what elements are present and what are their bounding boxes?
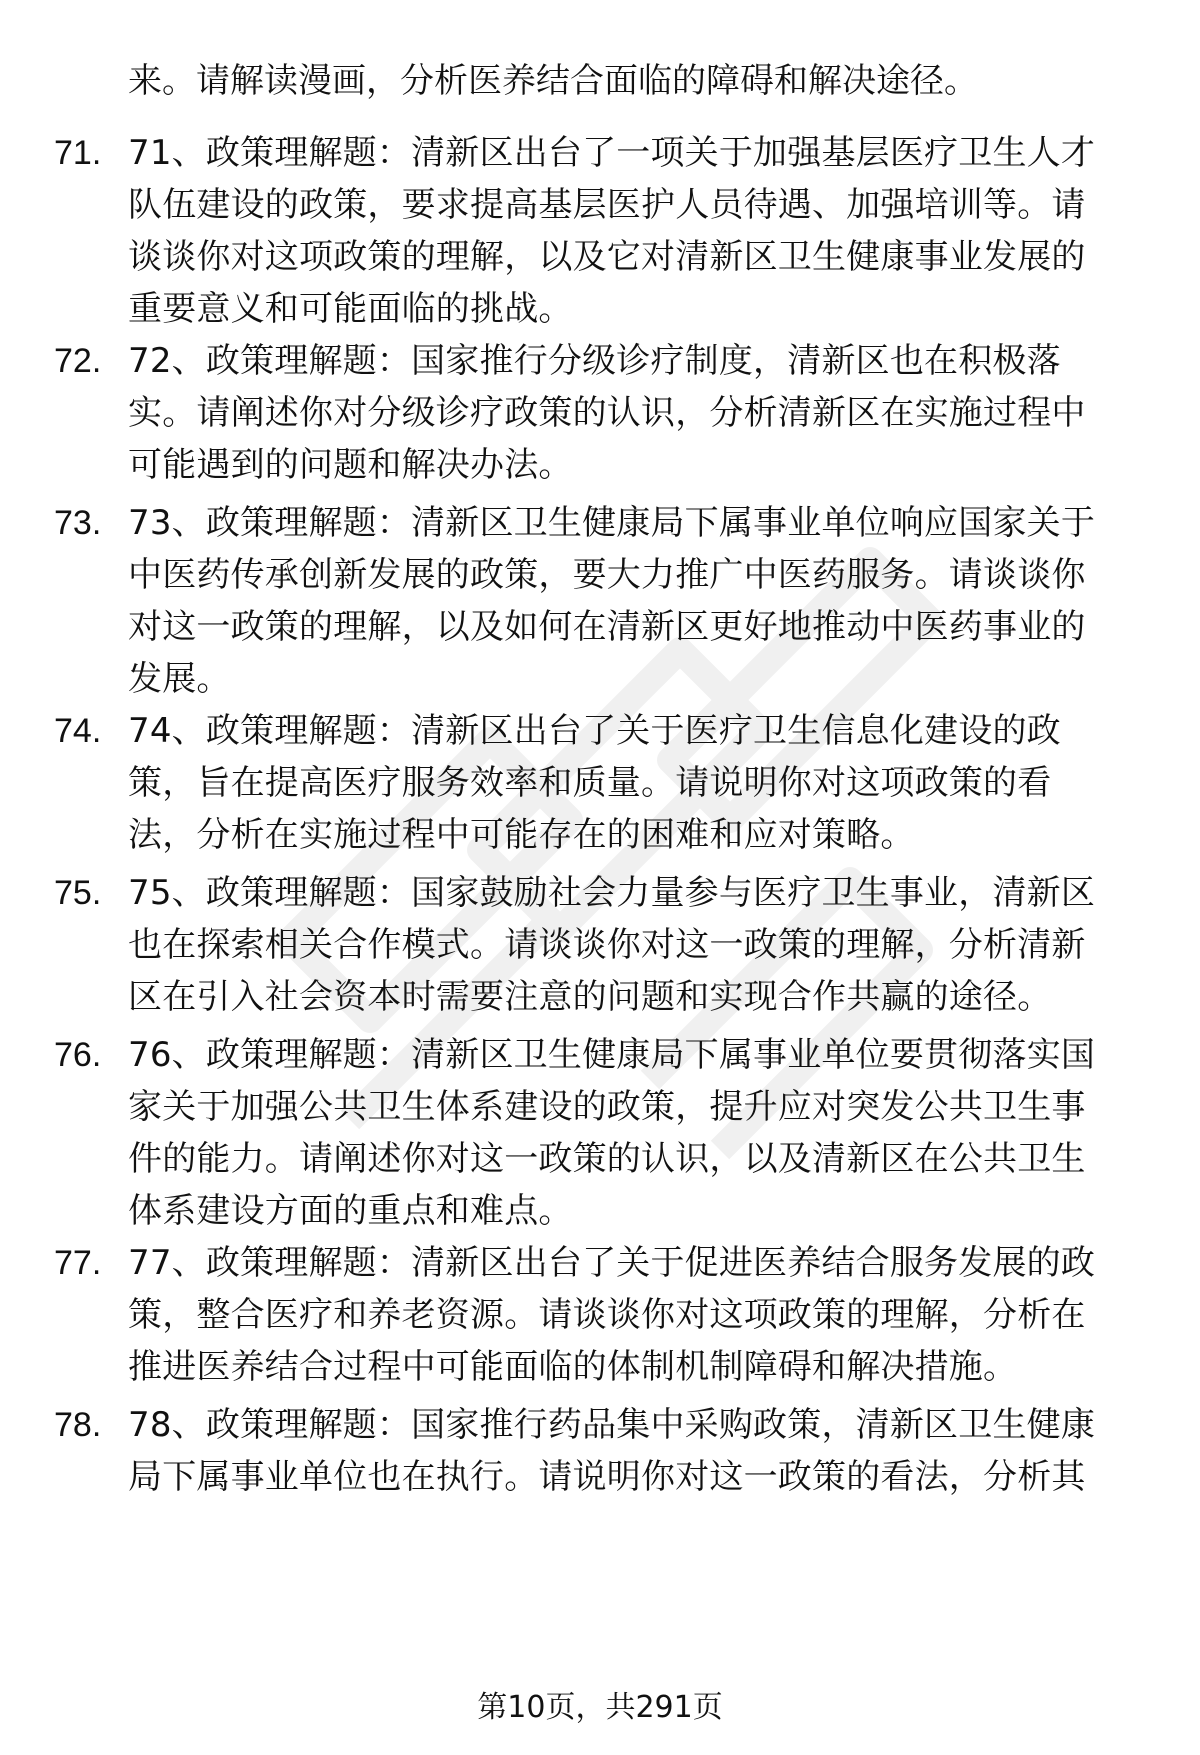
text-line: 对这一政策的理解，以及如何在清新区更好地推动中医药事业的 [128, 607, 1086, 647]
text-line: 中医药传承创新发展的政策，要大力推广中医药服务。请谈谈你 [128, 555, 1086, 595]
text-line: 件的能力。请阐述你对这一政策的认识，以及清新区在公共卫生 [128, 1139, 1086, 1179]
item-text [128, 1237, 1148, 1393]
text-line: 体系建设方面的重点和难点。 [128, 1191, 573, 1231]
text-line: 策，整合医疗和养老资源。请谈谈你对这项政策的理解，分析在 [128, 1295, 1086, 1335]
text-line: 推进医养结合过程中可能面临的体制机制障碍和解决措施。 [128, 1347, 1018, 1387]
text-line: 实。请阐述你对分级诊疗政策的认识，分析清新区在实施过程中 [128, 393, 1086, 433]
item-number: 77. [54, 1244, 102, 1282]
text-line: 策，旨在提高医疗服务效率和质量。请说明你对这项政策的看 [128, 763, 1052, 803]
text-line: 队伍建设的政策，要求提高基层医护人员待遇、加强培训等。请 [128, 185, 1086, 225]
item-number: 76. [54, 1036, 102, 1074]
page-footer: 第10页，共291页 [477, 1690, 723, 1725]
text-line: 74、政策理解题：清新区出台了关于医疗卫生信息化建设的政 [128, 711, 1061, 751]
text-line: 区在引入社会资本时需要注意的问题和实现合作共赢的途径。 [128, 977, 1052, 1017]
text-line: 78、政策理解题：国家推行药品集中采购政策，清新区卫生健康 [128, 1405, 1096, 1445]
item-text [128, 1029, 1148, 1237]
text-line: 谈谈你对这项政策的理解，以及它对清新区卫生健康事业发展的 [128, 237, 1086, 277]
text-line: 局下属事业单位也在执行。请说明你对这一政策的看法，分析其 [128, 1457, 1086, 1497]
item-number: 74. [54, 712, 102, 750]
item-text [128, 497, 1148, 705]
text-line: 重要意义和可能面临的挑战。 [128, 289, 573, 329]
item-text [128, 127, 1148, 335]
text-line: 72、政策理解题：国家推行分级诊疗制度，清新区也在积极落 [128, 341, 1061, 381]
text-line: 可能遇到的问题和解决办法。 [128, 445, 573, 485]
text-line: 也在探索相关合作模式。请谈谈你对这一政策的理解，分析清新 [128, 925, 1086, 965]
text-line: 73、政策理解题：清新区卫生健康局下属事业单位响应国家关于 [128, 503, 1096, 543]
text-line: 75、政策理解题：国家鼓励社会力量参与医疗卫生事业，清新区 [128, 873, 1096, 913]
item-number: 73. [54, 504, 102, 542]
text-line: 家关于加强公共卫生体系建设的政策，提升应对突发公共卫生事 [128, 1087, 1086, 1127]
item-text [128, 1399, 1148, 1503]
item-text [128, 335, 1148, 491]
item-number: 75. [54, 874, 102, 912]
text-line: 发展。 [128, 659, 231, 699]
text-line: 76、政策理解题：清新区卫生健康局下属事业单位要贯彻落实国 [128, 1035, 1096, 1075]
item-number: 72. [54, 342, 102, 380]
continuation-line: 来。请解读漫画，分析医养结合面临的障碍和解决途径。 [128, 61, 978, 101]
text-line: 77、政策理解题：清新区出台了关于促进医养结合服务发展的政 [128, 1243, 1096, 1283]
item-text [128, 705, 1148, 861]
item-text [128, 867, 1148, 1023]
item-number: 71. [54, 134, 102, 172]
text-line: 法，分析在实施过程中可能存在的困难和应对策略。 [128, 815, 915, 855]
item-number: 78. [54, 1406, 102, 1444]
text-line: 71、政策理解题：清新区出台了一项关于加强基层医疗卫生人才 [128, 133, 1096, 173]
